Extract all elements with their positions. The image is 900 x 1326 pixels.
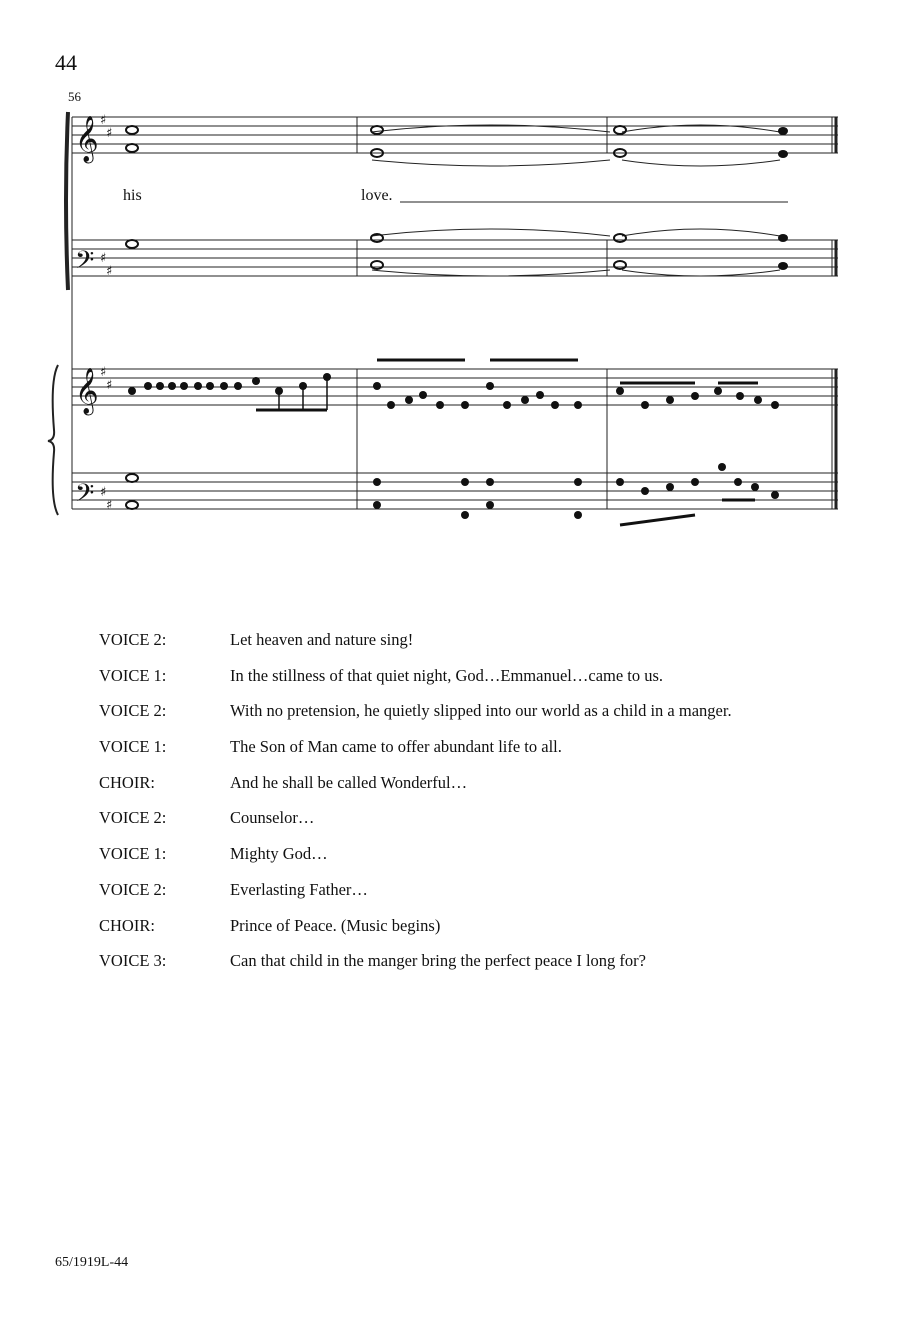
svg-text:♯: ♯ <box>106 498 113 513</box>
bass-clef-icon: 𝄢 <box>75 246 95 281</box>
speaker: VOICE 2: <box>99 701 167 721</box>
line-text: Let heaven and nature sing! <box>230 630 414 649</box>
speaker: CHOIR: <box>99 915 155 935</box>
script-line <box>99 701 732 737</box>
script-line <box>99 773 732 809</box>
line-text: Mighty God… <box>230 844 328 864</box>
script-line <box>99 737 732 773</box>
speaker: VOICE 2: <box>99 630 167 649</box>
script-line <box>99 630 732 666</box>
speaker: VOICE 2: <box>99 879 167 899</box>
treble-clef-icon: 𝄞 <box>75 368 99 414</box>
measure-number: 56 <box>68 89 81 104</box>
svg-text:♯: ♯ <box>100 485 107 500</box>
line-text: The Son of Man came to offer abundant life to all. <box>230 737 562 757</box>
script-line <box>99 880 732 916</box>
piano-bass-staff <box>72 473 838 509</box>
script-line <box>99 844 732 880</box>
script-line <box>99 808 732 844</box>
line-text: And he shall be called Wonderful… <box>230 772 468 792</box>
speaker: VOICE 2: <box>99 808 167 828</box>
line-text: In the stillness of that quiet night, God…Emmanuel…came to us. <box>230 665 664 685</box>
svg-text:♯: ♯ <box>106 378 113 393</box>
script-line <box>99 951 732 987</box>
speaker: CHOIR: <box>99 772 155 792</box>
lyric-his: his <box>123 187 142 204</box>
svg-text:♯: ♯ <box>106 264 113 279</box>
bass-clef-icon: 𝄢 <box>75 479 95 514</box>
choir-bass-staff <box>72 240 838 276</box>
page-number: 44 <box>55 50 77 75</box>
script-line <box>99 666 732 702</box>
treble-clef-icon: 𝄞 <box>75 116 99 162</box>
line-text: Counselor… <box>230 808 315 828</box>
svg-text:♯: ♯ <box>106 126 113 141</box>
lyric-love: love. <box>361 187 393 204</box>
line-text: With no pretension, he quietly slipped into our world as a child in a manger. <box>230 701 732 721</box>
svg-text:♯: ♯ <box>100 113 107 128</box>
script-line <box>99 916 732 952</box>
line-text: Can that child in the manger bring the perfect peace I long for? <box>230 951 646 971</box>
line-text: Everlasting Father… <box>230 879 368 899</box>
speaker: VOICE 1: <box>99 737 167 757</box>
speaker: VOICE 1: <box>99 844 167 864</box>
line-text: Prince of Peace. (Music begins) <box>230 915 441 935</box>
narration-script <box>99 630 732 987</box>
svg-text:♯: ♯ <box>100 365 107 380</box>
music-score <box>0 0 900 560</box>
svg-text:♯: ♯ <box>100 251 107 266</box>
catalog-number: 65/1919L-44 <box>55 1255 129 1270</box>
choir-treble-staff <box>72 117 838 153</box>
speaker: VOICE 1: <box>99 665 167 685</box>
speaker: VOICE 3: <box>99 951 167 971</box>
